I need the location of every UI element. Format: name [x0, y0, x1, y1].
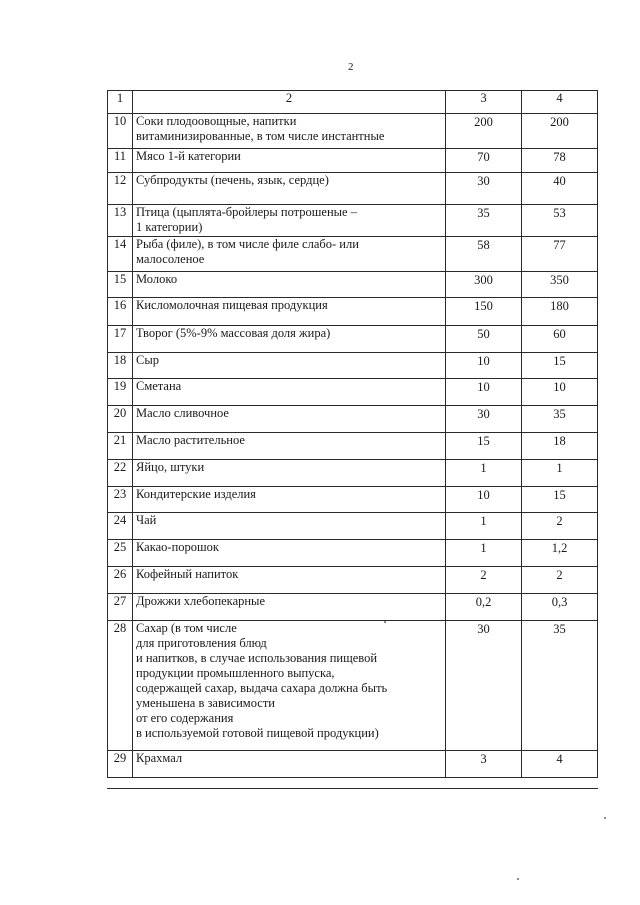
product-name: Какао-порошок — [133, 540, 446, 567]
product-name: Сыр — [133, 353, 446, 379]
scan-speck — [604, 817, 606, 819]
product-name: Субпродукты (печень, язык, сердце) — [133, 173, 446, 205]
table-row — [108, 406, 598, 433]
row-number: 21 — [108, 433, 133, 460]
table-body — [108, 91, 598, 778]
norm-col-3: 58 — [446, 237, 522, 272]
norm-col-4: 18 — [522, 433, 598, 460]
row-number: 18 — [108, 353, 133, 379]
page-number: 2 — [348, 61, 354, 73]
norm-col-3: 30 — [446, 406, 522, 433]
product-name: Масло сливочное — [133, 406, 446, 433]
norm-col-3: 3 — [446, 751, 522, 778]
norm-col-4: 35 — [522, 406, 598, 433]
food-norms-table — [107, 90, 598, 778]
norm-col-4: 35 — [522, 621, 598, 751]
product-name: Дрожжи хлебопекарные — [133, 594, 446, 621]
norm-col-3: 30 — [446, 621, 522, 751]
row-number: 26 — [108, 567, 133, 594]
norm-col-3: 1 — [446, 460, 522, 487]
product-name: Кофейный напиток — [133, 567, 446, 594]
row-number: 24 — [108, 513, 133, 540]
norm-col-3: 70 — [446, 149, 522, 173]
scan-speck — [517, 878, 519, 880]
norm-col-4: 77 — [522, 237, 598, 272]
row-number: 23 — [108, 487, 133, 513]
norm-col-3: 30 — [446, 173, 522, 205]
norm-col-3: 0,2 — [446, 594, 522, 621]
norm-col-4: 60 — [522, 326, 598, 353]
norm-col-3: 200 — [446, 114, 522, 149]
product-name: Сахар (в том числе для приготовления блюд и напитков, в случае использования пищевой продукции промышленного выпуска, содержащей сахар, выдача сахара должна быть уменьшена в зависимости от его содержания в используемой готовой пищевой продукции) — [133, 621, 446, 751]
norm-col-3: 10 — [446, 379, 522, 406]
scan-speck — [384, 621, 386, 623]
norm-col-4: 1 — [522, 460, 598, 487]
norm-col-3: 50 — [446, 326, 522, 353]
table-row — [108, 487, 598, 513]
norm-col-4: 200 — [522, 114, 598, 149]
norm-col-3: 10 — [446, 487, 522, 513]
header-col-3: 3 — [446, 91, 522, 114]
table-row — [108, 460, 598, 487]
product-name: Соки плодоовощные, напитки витаминизированные, в том числе инстантные — [133, 114, 446, 149]
product-name: Крахмал — [133, 751, 446, 778]
norm-col-4: 350 — [522, 272, 598, 298]
table-row — [108, 751, 598, 778]
row-number: 16 — [108, 298, 133, 326]
norm-col-3: 2 — [446, 567, 522, 594]
product-name: Яйцо, штуки — [133, 460, 446, 487]
norm-col-4: 2 — [522, 513, 598, 540]
row-number: 12 — [108, 173, 133, 205]
norm-col-3: 1 — [446, 513, 522, 540]
table-row — [108, 205, 598, 237]
norm-col-4: 2 — [522, 567, 598, 594]
row-number: 17 — [108, 326, 133, 353]
product-name: Кисломолочная пищевая продукция — [133, 298, 446, 326]
product-name: Чай — [133, 513, 446, 540]
row-number: 20 — [108, 406, 133, 433]
table-row — [108, 353, 598, 379]
norm-col-3: 150 — [446, 298, 522, 326]
row-number: 25 — [108, 540, 133, 567]
norm-col-3: 35 — [446, 205, 522, 237]
norm-col-4: 53 — [522, 205, 598, 237]
row-number: 28 — [108, 621, 133, 751]
row-number: 22 — [108, 460, 133, 487]
row-number: 15 — [108, 272, 133, 298]
product-name: Молоко — [133, 272, 446, 298]
product-name: Кондитерские изделия — [133, 487, 446, 513]
table-bottom-rule — [107, 788, 598, 789]
norm-col-4: 78 — [522, 149, 598, 173]
table-row — [108, 298, 598, 326]
table-row — [108, 379, 598, 406]
norm-col-4: 0,3 — [522, 594, 598, 621]
row-number: 19 — [108, 379, 133, 406]
table-row — [108, 621, 598, 751]
table-row — [108, 567, 598, 594]
row-number: 10 — [108, 114, 133, 149]
product-name: Мясо 1-й категории — [133, 149, 446, 173]
product-name: Рыба (филе), в том числе филе слабо- или малосоленое — [133, 237, 446, 272]
norm-col-3: 300 — [446, 272, 522, 298]
norm-col-3: 10 — [446, 353, 522, 379]
table-row — [108, 433, 598, 460]
table-row — [108, 272, 598, 298]
table-row — [108, 149, 598, 173]
row-number: 13 — [108, 205, 133, 237]
product-name: Птица (цыплята-бройлеры потрошеные – 1 категории) — [133, 205, 446, 237]
header-col-4: 4 — [522, 91, 598, 114]
header-col-2: 2 — [133, 91, 446, 114]
table-row — [108, 237, 598, 272]
product-name: Масло растительное — [133, 433, 446, 460]
norm-col-4: 180 — [522, 298, 598, 326]
norm-col-4: 15 — [522, 487, 598, 513]
table-row — [108, 513, 598, 540]
norm-col-4: 40 — [522, 173, 598, 205]
header-row — [108, 91, 598, 114]
norm-col-3: 1 — [446, 540, 522, 567]
norm-col-4: 15 — [522, 353, 598, 379]
row-number: 14 — [108, 237, 133, 272]
table-row — [108, 540, 598, 567]
norm-col-4: 10 — [522, 379, 598, 406]
table-row — [108, 173, 598, 205]
product-name: Сметана — [133, 379, 446, 406]
table-row — [108, 114, 598, 149]
norm-col-4: 1,2 — [522, 540, 598, 567]
header-col-1: 1 — [108, 91, 133, 114]
table-row — [108, 326, 598, 353]
row-number: 27 — [108, 594, 133, 621]
row-number: 29 — [108, 751, 133, 778]
norm-col-4: 4 — [522, 751, 598, 778]
product-name: Творог (5%-9% массовая доля жира) — [133, 326, 446, 353]
row-number: 11 — [108, 149, 133, 173]
table-row — [108, 594, 598, 621]
norm-col-3: 15 — [446, 433, 522, 460]
